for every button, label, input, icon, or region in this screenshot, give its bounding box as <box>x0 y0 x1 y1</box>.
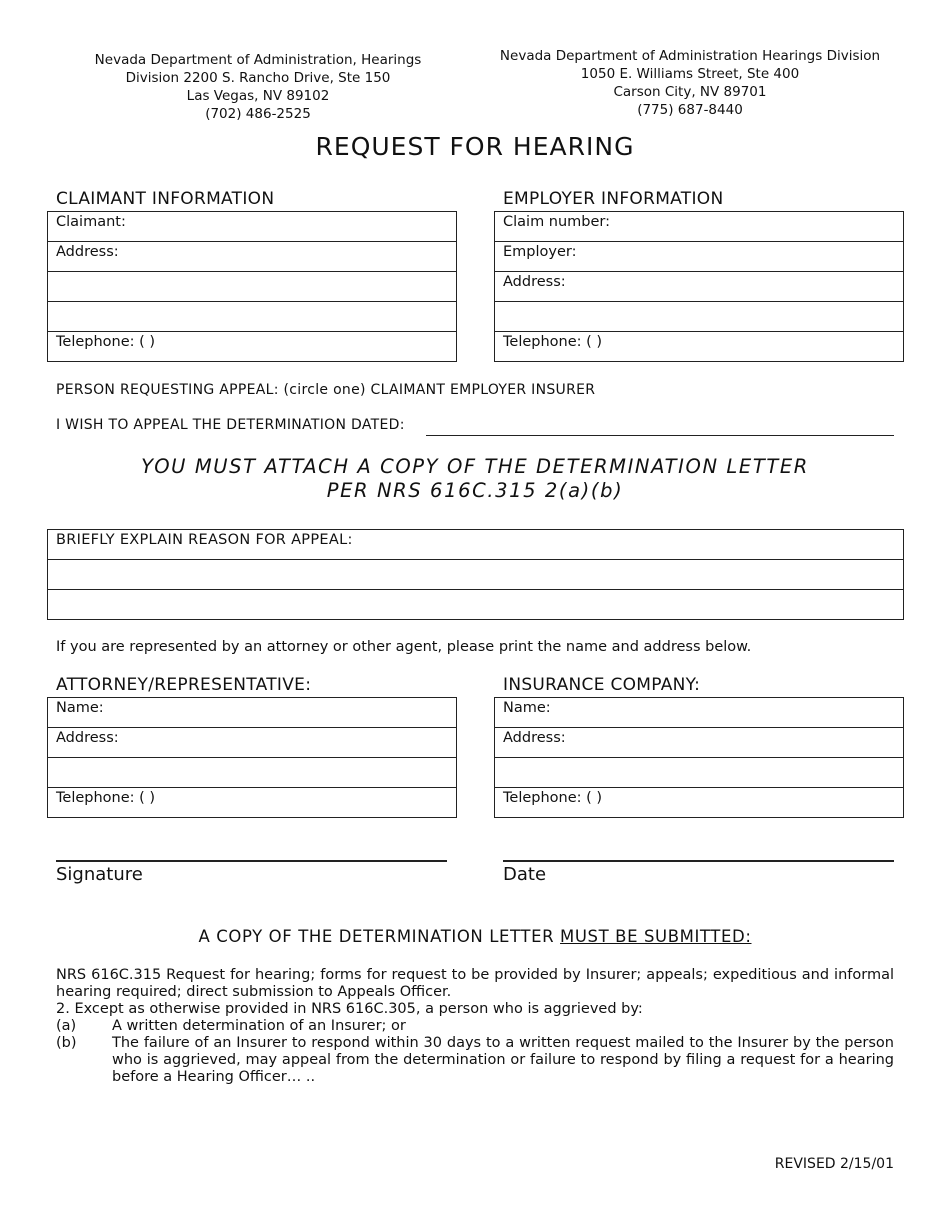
address-line: Division 2200 S. Rancho Drive, Ste 150 <box>125 70 391 86</box>
attorney-address-field[interactable]: Address: <box>48 728 457 758</box>
item-label: (a) <box>56 1018 77 1034</box>
insurance-heading: INSURANCE COMPANY: <box>503 675 701 695</box>
statute-intro: NRS 616C.315 Request for hearing; forms for request to be provided by Insurer; appeals; expeditious and informal hearing required; direct submission to Appeals Officer. <box>56 967 894 1000</box>
insurance-address-line-2[interactable] <box>495 758 904 788</box>
employer-telephone-field[interactable]: Telephone: ( ) <box>495 332 904 362</box>
employer-address-field[interactable]: Address: <box>495 272 904 302</box>
copy-heading-underlined: MUST BE SUBMITTED: <box>560 927 752 946</box>
appeal-reason-line-2[interactable] <box>48 560 904 590</box>
page-title: REQUEST FOR HEARING <box>315 132 635 161</box>
attach-letter-notice-line-1: YOU MUST ATTACH A COPY OF THE DETERMINATION LETTER <box>141 455 809 478</box>
signature-label: Signature <box>56 864 143 885</box>
address-line: Carson City, NV 89701 <box>613 84 767 100</box>
claimant-address-line-3[interactable] <box>48 302 457 332</box>
statute-text <box>56 967 894 1086</box>
claimant-address-line-2[interactable] <box>48 272 457 302</box>
address-line: (775) 687-8440 <box>637 102 743 118</box>
claimant-address-field[interactable]: Address: <box>48 242 457 272</box>
insurance-address-field[interactable]: Address: <box>495 728 904 758</box>
claimant-heading: CLAIMANT INFORMATION <box>56 189 275 209</box>
employer-heading: EMPLOYER INFORMATION <box>503 189 724 209</box>
attorney-address-line-2[interactable] <box>48 758 457 788</box>
appeal-date-line[interactable] <box>426 417 894 436</box>
appeal-reason-table <box>47 529 904 620</box>
address-line: (702) 486-2525 <box>205 106 311 122</box>
insurance-telephone-field[interactable]: Telephone: ( ) <box>495 788 904 818</box>
claimant-telephone-field[interactable]: Telephone: ( ) <box>48 332 457 362</box>
las-vegas-office-address <box>58 51 458 123</box>
item-text: The failure of an Insurer to respond within 30 days to a written request mailed to the Insurer by the person who is aggrieved, may appeal from the determination or failure to respond by filing a request for a hearing before a Hearing Officer… .. <box>112 1035 894 1085</box>
copy-heading-text: A COPY OF THE DETERMINATION LETTER <box>198 927 561 946</box>
statute-item-b <box>56 1035 894 1086</box>
attorney-heading: ATTORNEY/REPRESENTATIVE: <box>56 675 312 695</box>
employer-address-line-2[interactable] <box>495 302 904 332</box>
person-requesting-appeal[interactable]: PERSON REQUESTING APPEAL: (circle one) CLAIMANT EMPLOYER INSURER <box>56 382 596 398</box>
attorney-name-field[interactable]: Name: <box>48 698 457 728</box>
statute-item-a <box>56 1018 894 1035</box>
attorney-info-table <box>47 697 457 818</box>
insurance-name-field[interactable]: Name: <box>495 698 904 728</box>
claimant-info-table <box>47 211 457 362</box>
employer-name-field[interactable]: Employer: <box>495 242 904 272</box>
appeal-reason-line-3[interactable] <box>48 590 904 620</box>
item-label: (b) <box>56 1035 77 1051</box>
statute-section-2: 2. Except as otherwise provided in NRS 616C.305, a person who is aggrieved by: <box>56 1001 643 1017</box>
item-text: A written determination of an Insurer; or <box>112 1018 406 1034</box>
copy-required-heading <box>0 927 950 946</box>
appeal-date-label: I WISH TO APPEAL THE DETERMINATION DATED: <box>56 417 405 433</box>
attach-letter-notice-line-2: PER NRS 616C.315 2(a)(b) <box>326 479 624 502</box>
revision-date: REVISED 2/15/01 <box>774 1156 894 1172</box>
claim-number-field[interactable]: Claim number: <box>495 212 904 242</box>
date-line[interactable] <box>503 860 894 862</box>
appeal-reason-field[interactable]: BRIEFLY EXPLAIN REASON FOR APPEAL: <box>48 530 904 560</box>
claimant-name-field[interactable]: Claimant: <box>48 212 457 242</box>
address-line: Nevada Department of Administration, Hearings <box>94 52 422 68</box>
address-line: Nevada Department of Administration Hearings Division <box>499 48 881 64</box>
signature-line[interactable] <box>56 860 447 862</box>
carson-city-office-address <box>490 47 890 119</box>
representation-note: If you are represented by an attorney or other agent, please print the name and address below. <box>56 639 752 655</box>
insurance-info-table <box>494 697 904 818</box>
address-line: 1050 E. Williams Street, Ste 400 <box>580 66 800 82</box>
employer-info-table <box>494 211 904 362</box>
attorney-telephone-field[interactable]: Telephone: ( ) <box>48 788 457 818</box>
address-line: Las Vegas, NV 89102 <box>186 88 330 104</box>
date-label: Date <box>503 864 547 885</box>
